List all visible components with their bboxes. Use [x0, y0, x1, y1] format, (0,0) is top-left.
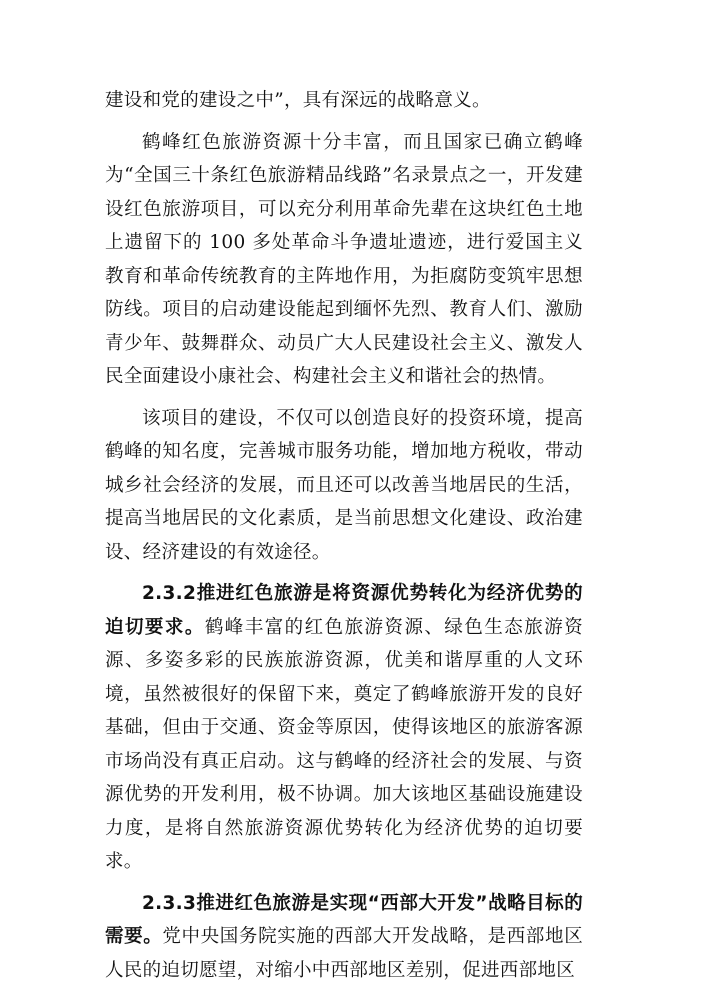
paragraph-text: 建设和党的建设之中”，具有深远的战略意义。: [105, 90, 491, 111]
document-body: [105, 84, 583, 995]
paragraph-text: 鹤峰红色旅游资源十分丰富，而且国家已确立鹤峰为“全国三十条红色旅游精品线路”名录景点之一，开发建设红色旅游项目，可以充分利用革命先辈在这块红色土地上遗留下的 100 多处革命斗争遗址遗迹，进行爱国主义教育和革命传统教育的主阵地作用，为拒腐防变筑牢思想防线。项目的启动建设能起到缅怀先烈、教育人们、激励青少年、鼓舞群众、动员广大人民建设社会主义、激发人民全面建设小康社会、构建社会主义和谐社会的热情。: [105, 131, 583, 387]
paragraph-text: 该项目的建设，不仅可以创造良好的投资环境，提高鹤峰的知名度，完善城市服务功能，增加地方税收，带动城乡社会经济的发展，而且还可以改善当地居民的生活，提高当地居民的文化素质，是当前思想文化建设、政治建设、经济建设的有效途径。: [105, 407, 583, 563]
paragraph-text: 鹤峰丰富的红色旅游资源、绿色生态旅游资源、多姿多彩的民族旅游资源，优美和谐厚重的人文环境，虽然被很好的保留下来，奠定了鹤峰旅游开发的良好基础，但由于交通、资金等原因，使得该地区的旅游客源市场尚没有真正启动。这与鹤峰的经济社会的发展、与资源优势的开发利用，极不协调。加大该地区基础设施建设力度，是将自然旅游资源优势转化为经济优势的迫切要求。: [105, 616, 583, 872]
paragraph-red-tourism-resources: [105, 126, 583, 394]
paragraph-section-2-3-3: [105, 887, 583, 988]
paragraph-section-2-3-2: [105, 577, 583, 879]
section-heading-2-3-3: 2.3.3推进红色旅游是实现“西部大开发”战略目标的需要。: [105, 892, 583, 947]
section-heading-2-3-2: 2.3.2推进红色旅游是将资源优势转化为经济优势的迫切要求。: [105, 583, 583, 638]
paragraph-project-construction: [105, 402, 583, 570]
paragraph-continuation: [105, 84, 583, 118]
paragraph-text: 党中央国务院实施的西部大开发战略，是西部地区人民的迫切愿望，对缩小中西部地区差别，促进西部地区: [105, 926, 583, 981]
